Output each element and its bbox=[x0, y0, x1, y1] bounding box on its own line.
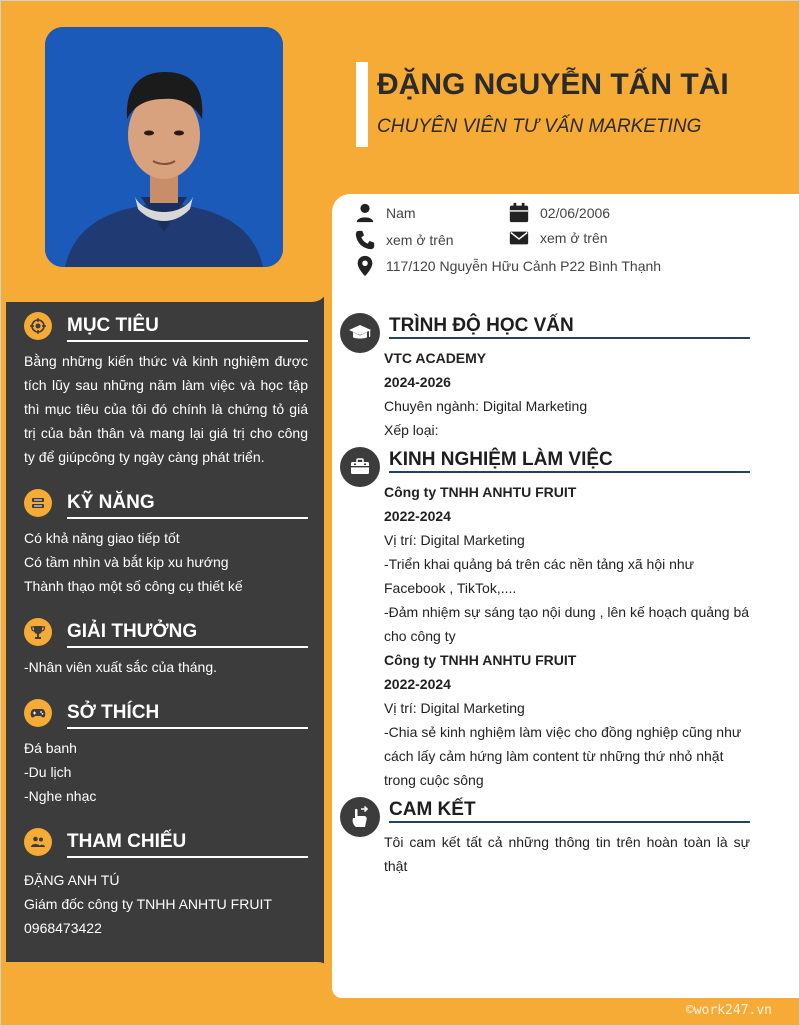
experience-divider bbox=[389, 471, 750, 473]
experience-item bbox=[384, 648, 750, 792]
skill-item: Thành thạo một số công cụ thiết kế bbox=[24, 578, 243, 594]
target-icon bbox=[24, 312, 52, 340]
address-value: 117/120 Nguyễn Hữu Cảnh P22 Bình Thạnh bbox=[386, 258, 662, 274]
envelope-icon bbox=[508, 227, 530, 249]
avatar bbox=[45, 27, 283, 267]
objective-heading bbox=[24, 312, 308, 342]
skills-icon bbox=[24, 489, 52, 517]
job-detail: -Triển khai quảng bá trên các nền tảng xã hội như Facebook , TikTok,.... bbox=[384, 556, 695, 596]
objective-title: MỤC TIÊU bbox=[67, 315, 159, 336]
hand-pointer-icon bbox=[340, 797, 380, 837]
skill-item: Có khả năng giao tiếp tốt bbox=[24, 530, 180, 546]
commitment-text: Tôi cam kết tất cả những thông tin trên hoàn toàn là sự thật bbox=[384, 834, 750, 874]
job-position: Vị trí: Digital Marketing bbox=[384, 700, 525, 716]
job-position: Vị trí: Digital Marketing bbox=[384, 532, 525, 548]
skills-title: KỸ NĂNG bbox=[67, 492, 155, 513]
hobbies-heading bbox=[24, 699, 308, 729]
gender-value: Nam bbox=[386, 205, 416, 221]
skills-divider bbox=[67, 517, 308, 519]
briefcase-icon bbox=[340, 447, 380, 487]
location-pin-icon bbox=[354, 255, 376, 277]
hobbies-list bbox=[24, 736, 308, 808]
calendar-icon bbox=[508, 202, 530, 224]
education-title: TRÌNH ĐỘ HỌC VẤN bbox=[389, 315, 574, 336]
footer-band bbox=[6, 962, 332, 1026]
awards-list bbox=[24, 655, 308, 679]
job-detail: -Đảm nhiệm sự sáng tạo nội dung , lên kế hoạch quảng bá cho công ty bbox=[384, 604, 750, 644]
phone-icon bbox=[354, 229, 376, 251]
experience-list bbox=[384, 480, 750, 792]
awards-section bbox=[24, 618, 308, 679]
education-section bbox=[340, 313, 750, 442]
education-divider bbox=[389, 337, 750, 339]
references-title: THAM CHIẾU bbox=[67, 831, 187, 852]
references-divider bbox=[67, 856, 308, 858]
commitment-title: CAM KẾT bbox=[389, 799, 476, 820]
objective-section bbox=[24, 312, 308, 469]
contact-gender bbox=[354, 202, 416, 224]
education-rank: Xếp loại: bbox=[384, 422, 439, 438]
experience-title: KINH NGHIỆM LÀM VIỆC bbox=[389, 449, 613, 470]
contact-email bbox=[508, 227, 608, 249]
job-period: 2022-2024 bbox=[384, 508, 451, 524]
header-band-edge bbox=[6, 268, 328, 302]
contact-address bbox=[354, 255, 661, 277]
award-item: -Nhân viên xuất sắc của tháng. bbox=[24, 659, 218, 675]
birthday-value: 02/06/2006 bbox=[540, 205, 611, 221]
gamepad-icon bbox=[24, 699, 52, 727]
job-detail: -Chia sẻ kinh nghiệm làm việc cho đồng nghiệp cũng như cách lấy cảm hứng làm content từ những thứ nhỏ nhặt trong cuộc sông bbox=[384, 724, 742, 788]
education-major: Chuyên ngành: Digital Marketing bbox=[384, 398, 588, 414]
objective-divider bbox=[67, 340, 308, 342]
awards-divider bbox=[67, 646, 308, 648]
commitment-divider bbox=[389, 821, 750, 823]
trophy-icon bbox=[24, 618, 52, 646]
commitment-heading bbox=[340, 797, 750, 837]
watermark: ©work247.vn bbox=[685, 1003, 772, 1018]
phone-value: xem ở trên bbox=[386, 232, 454, 248]
full-name: ĐẶNG NGUYỄN TẤN TÀI bbox=[377, 68, 729, 101]
hobby-item: -Du lịch bbox=[24, 764, 72, 780]
awards-heading bbox=[24, 618, 308, 648]
skills-list bbox=[24, 526, 308, 598]
hobbies-divider bbox=[67, 727, 308, 729]
school-name: VTC ACADEMY bbox=[384, 350, 487, 366]
education-heading bbox=[340, 313, 750, 353]
job-period: 2022-2024 bbox=[384, 676, 451, 692]
job-title: CHUYÊN VIÊN TƯ VẤN MARKETING bbox=[377, 116, 702, 137]
experience-item bbox=[384, 480, 750, 648]
hobbies-title: SỞ THÍCH bbox=[67, 702, 160, 723]
skill-item: Có tầm nhìn và bắt kịp xu hướng bbox=[24, 554, 229, 570]
graduation-cap-icon bbox=[340, 313, 380, 353]
education-period: 2024-2026 bbox=[384, 374, 451, 390]
email-value: xem ở trên bbox=[540, 230, 608, 246]
skills-section bbox=[24, 489, 308, 598]
contact-phone bbox=[354, 229, 454, 251]
reference-name: ĐẶNG ANH TÚ bbox=[24, 872, 120, 888]
commitment-section bbox=[340, 797, 750, 878]
company-name: Công ty TNHH ANHTU FRUIT bbox=[384, 484, 577, 500]
person-icon bbox=[354, 202, 376, 224]
people-icon bbox=[24, 828, 52, 856]
experience-heading bbox=[340, 447, 750, 487]
hobby-item: -Nghe nhạc bbox=[24, 788, 97, 804]
company-name: Công ty TNHH ANHTU FRUIT bbox=[384, 652, 577, 668]
contact-birthday bbox=[508, 202, 610, 224]
education-details bbox=[384, 346, 750, 442]
references-list bbox=[24, 868, 308, 940]
experience-section bbox=[340, 447, 750, 792]
skills-heading bbox=[24, 489, 308, 519]
references-heading bbox=[24, 828, 308, 858]
objective-text: Bằng những kiến thức và kinh nghiệm được tích lũy sau những năm làm việc và học tập thì mục tiêu của tôi đó chính là chứng tỏ giá trị của bản thân và mang lại giá trị cho công ty để giúpcông ty ngày càng phát triển. bbox=[24, 353, 308, 465]
awards-title: GIẢI THƯỞNG bbox=[67, 621, 198, 642]
hobby-item: Đá banh bbox=[24, 740, 77, 756]
hobbies-section bbox=[24, 699, 308, 808]
name-accent-bar bbox=[356, 62, 368, 147]
reference-phone: 0968473422 bbox=[24, 920, 102, 936]
references-section bbox=[24, 828, 308, 940]
reference-position: Giám đốc công ty TNHH ANHTU FRUIT bbox=[24, 896, 272, 912]
